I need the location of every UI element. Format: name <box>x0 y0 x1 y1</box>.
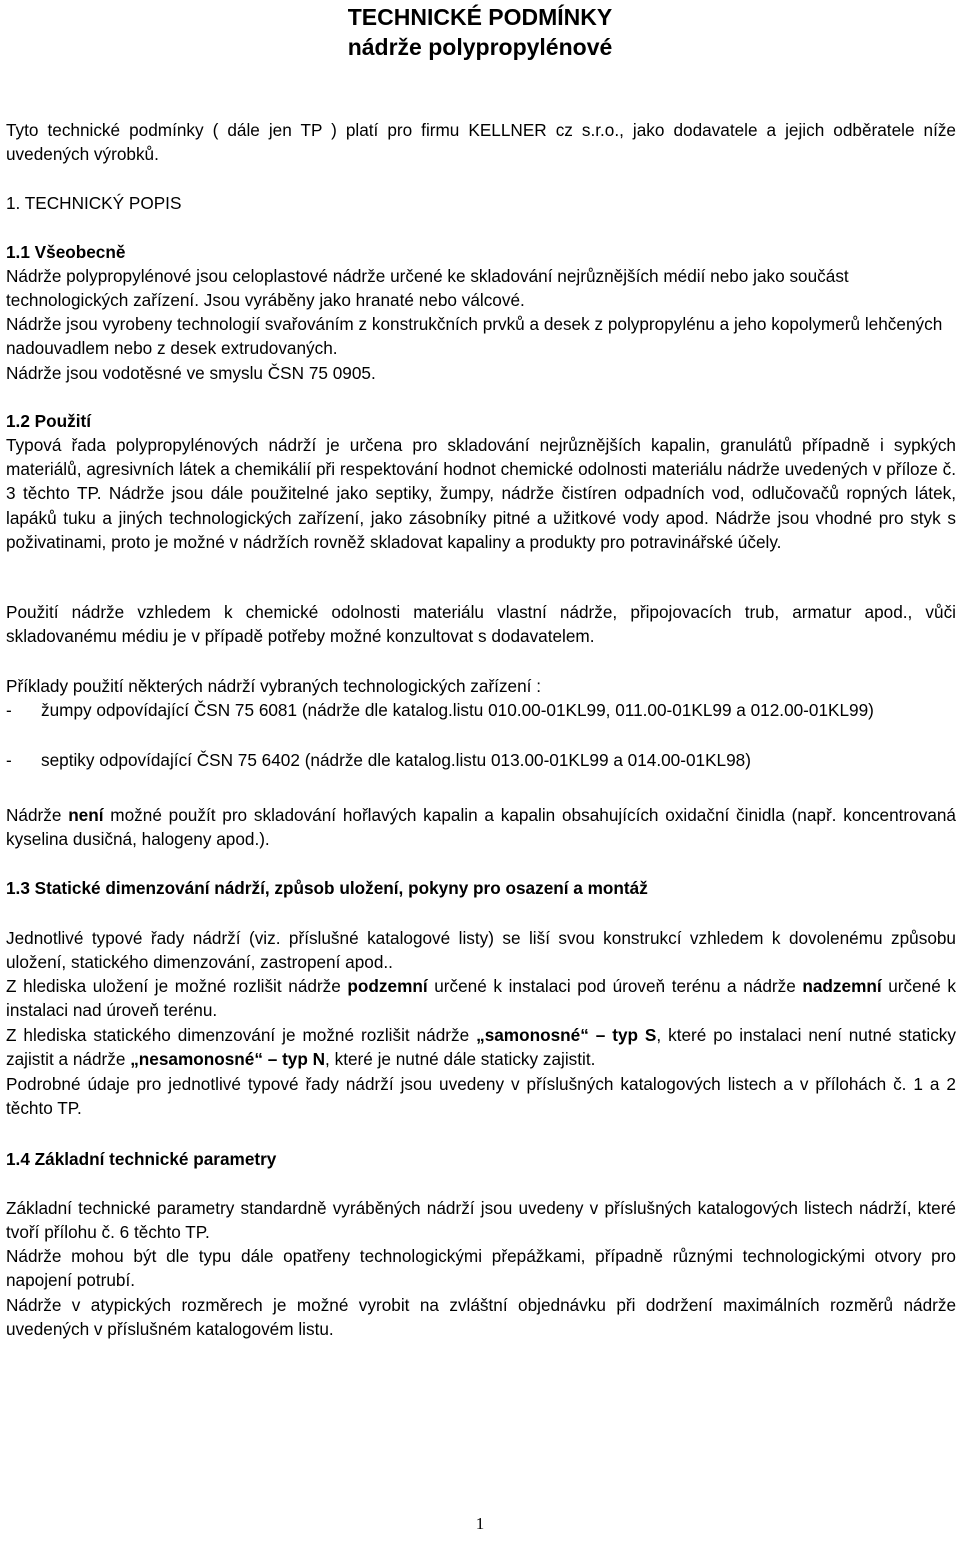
section-1-4-heading: 1.4 Základní technické parametry <box>6 1149 277 1169</box>
section-1-3-paragraph-4: Podrobné údaje pro jednotlivé typové řady nádrží jsou uvedeny v příslušných katalogových listech a v přílohách č. 1 a 2 těchto TP. <box>6 1074 956 1119</box>
page-number: 1 <box>475 1514 485 1533</box>
text-run: určené k instalaci pod úroveň terénu a nádrže <box>427 976 803 996</box>
section-1-1-paragraph-1: Nádrže polypropylénové jsou celoplastové nádrže určené ke skladování nejrůznějších médií nebo jako součást technologických zařízení. Jsou vyráběny jako hranaté nebo válcové. <box>6 266 849 311</box>
section-1-3-paragraph-3 <box>6 1023 956 1071</box>
examples-intro: Příklady použití některých nádrží vybraných technologických zařízení : <box>6 676 541 696</box>
section-1-2-paragraph-1: Typová řada polypropylénových nádrží je určena pro skladování nejrůznějších kapalin, granulátů případně i sypkých materiálů, agresivních látek a chemikálií při respektování hodnot chemické odolnosti materiálu nádrže uvedených v příloze č. 3 těchto TP. Nádrže jsou dále použitelné jako septiky, žumpy, nádrže čistíren odpadních vod, odlučovačů ropných látek, lapáků tuku a jiných technologických zařízení, jako zásobníky pitné a užitkové vody apod. Nádrže jsou vhodné pro styk s poživatinami, proto je možné v nádržích rovněž skladovat kapaliny a produkty pro potravinářské účely. <box>6 435 956 552</box>
text-run-bold: nadzemní <box>802 976 882 996</box>
list-dash: - <box>6 750 12 770</box>
doc-title: TECHNICKÉ PODMÍNKY <box>347 4 613 30</box>
list-item <box>6 748 956 772</box>
section-1-2-heading: 1.2 Použití <box>6 411 91 431</box>
text-run: Z hlediska uložení je možné rozlišit nádrže <box>6 976 348 996</box>
text-run: určené k instalaci nad úroveň terénu. <box>6 976 956 1021</box>
section-1-2-paragraph-2: Použití nádrže vzhledem k chemické odolnosti materiálu vlastní nádrže, připojovacích trub, armatur apod., vůči skladovanému médiu je v případě potřeby možné konzultovat s dodavatelem. <box>6 602 956 647</box>
list-item-text: žumpy odpovídající ČSN 75 6081 (nádrže dle katalog.listu 010.00-01KL99, 011.00-01KL99 a 012.00-01KL99) <box>41 700 874 720</box>
list-item <box>6 698 956 722</box>
section-1-1-paragraph-2: Nádrže jsou vyrobeny technologií svařováním z konstrukčních prvků a desek z polypropylénu a jeho kopolymerů lehčených nadouvadlem nebo z desek extrudovaných. <box>6 314 943 359</box>
text-run: možné použít pro skladování hořlavých kapalin a kapalin obsahujících oxidační činidla (např. koncentrovaná kyselina dusičná, halogeny apod.). <box>6 805 956 850</box>
text-run-bold: „samonosné“ – typ S <box>476 1025 657 1045</box>
section-1-4-paragraph-2: Nádrže mohou být dle typu dále opatřeny technologickými přepážkami, případně různými technologickými otvory pro napojení potrubí. <box>6 1246 956 1291</box>
text-run: , které po instalaci není nutné staticky zajistit a nádrže <box>6 1025 956 1070</box>
section-1-4-paragraph-3: Nádrže v atypických rozměrech je možné vyrobit na zvláštní objednávku při dodržení maximálních rozměrů nádrže uvedených v příslušném katalogovém listu. <box>6 1295 956 1340</box>
text-run-bold: není <box>68 805 104 825</box>
text-run: , které je nutné dále staticky zajistit. <box>325 1049 596 1070</box>
text-run-bold: podzemní <box>347 976 428 996</box>
doc-subtitle: nádrže polypropylénové <box>347 34 613 60</box>
text-run: Nádrže <box>6 805 69 825</box>
intro-paragraph: Tyto technické podmínky ( dále jen TP ) platí pro firmu KELLNER cz s.r.o., jako dodavatele a jejich odběratele níže uvedených výrobků. <box>6 120 956 165</box>
section-1-1-paragraph-3: Nádrže jsou vodotěsné ve smyslu ČSN 75 0905. <box>6 363 376 383</box>
section-1-1-heading: 1.1 Všeobecně <box>6 242 126 262</box>
text-run: Z hlediska statického dimenzování je možné rozlišit nádrže <box>6 1025 477 1045</box>
list-dash: - <box>6 700 12 720</box>
section-1-2-paragraph-3 <box>6 803 956 851</box>
section-1-heading: 1. TECHNICKÝ POPIS <box>6 193 182 213</box>
section-1-3-paragraph-1: Jednotlivé typové řady nádrží (viz. příslušné katalogové listy) se liší svou konstrukcí vzhledem k dovolenému způsobu uložení, statického dimenzování, zastropení apod.. <box>6 928 956 973</box>
section-1-3-heading: 1.3 Statické dimenzování nádrží, způsob uložení, pokyny pro osazení a montáž <box>6 878 648 898</box>
section-1-4-paragraph-1: Základní technické parametry standardně vyráběných nádrží jsou uvedeny v příslušných katalogových listech nádrží, které tvoří přílohu č. 6 těchto TP. <box>6 1198 956 1243</box>
section-1-3-paragraph-2 <box>6 974 956 1022</box>
list-item-text: septiky odpovídající ČSN 75 6402 (nádrže dle katalog.listu 013.00-01KL99 a 014.00-01KL98) <box>41 750 751 770</box>
text-run-bold: „nesamonosné“ – typ N <box>130 1049 326 1070</box>
